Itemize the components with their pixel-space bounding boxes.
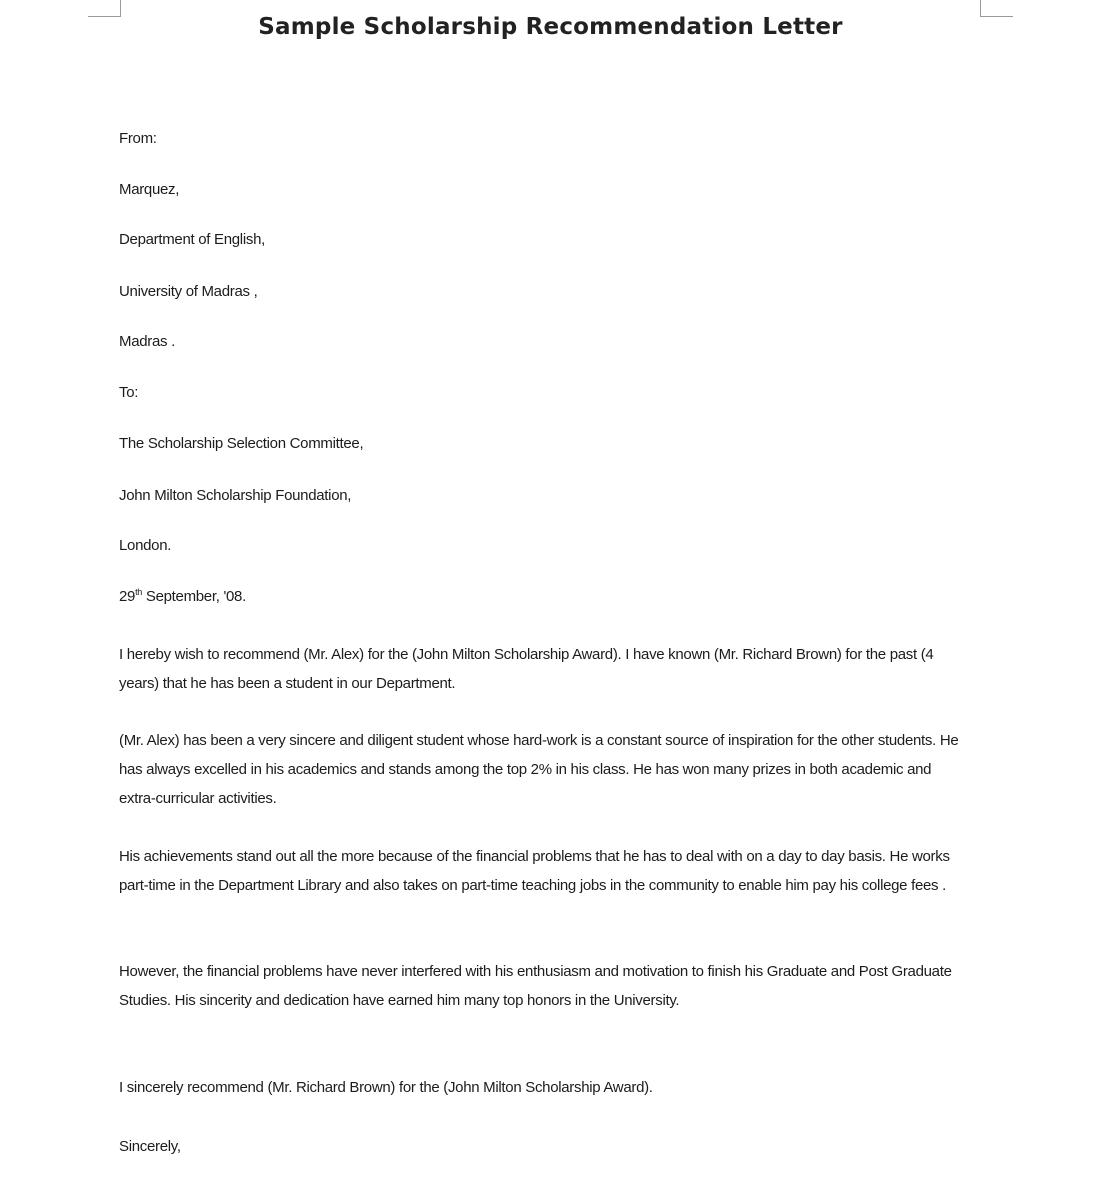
recipient-foundation: John Milton Scholarship Foundation, [119, 487, 352, 504]
recipient-committee: The Scholarship Selection Committee, [119, 435, 364, 452]
document-title: Sample Scholarship Recommendation Letter [258, 14, 843, 40]
sender-name: Marquez, [119, 181, 180, 198]
from-label: From: [119, 130, 157, 147]
to-label: To: [119, 384, 139, 401]
closing-statement: I sincerely recommend (Mr. Richard Brown) for the (John Milton Scholarship Award). [119, 1079, 653, 1096]
paragraph-3: His achievements stand out all the more because of the financial problems that he has to deal with on a day to day basis. He works part-time in the Department Library and also takes on part-time teaching jobs in the community to enable him pay his college fees . [119, 848, 950, 894]
date-rest: September, '08. [142, 588, 246, 605]
paragraph-2: (Mr. Alex) has been a very sincere and diligent student whose hard-work is a constant source of inspiration for the other students. He has always excelled in his academics and stands among the top 2% in his class. He has won many prizes in both academic and extra-curricular activities. [119, 732, 959, 807]
paragraph-4: However, the financial problems have never interfered with his enthusiasm and motivation to finish his Graduate and Post Graduate Studies. His sincerity and dedication have earned him many top honors in the University. [119, 963, 952, 1009]
recipient-city: London. [119, 537, 172, 554]
letter-date [119, 588, 246, 605]
sender-university: University of Madras , [119, 283, 258, 300]
date-suffix: th [135, 587, 142, 597]
date-day: 29 [119, 588, 136, 605]
sender-department: Department of English, [119, 231, 265, 248]
paragraph-1: I hereby wish to recommend (Mr. Alex) for the (John Milton Scholarship Award). I have known (Mr. Richard Brown) for the past (4 years) that he has been a student in our Department. [119, 646, 934, 692]
sign-off: Sincerely, [119, 1138, 181, 1155]
sender-city: Madras . [119, 333, 175, 350]
